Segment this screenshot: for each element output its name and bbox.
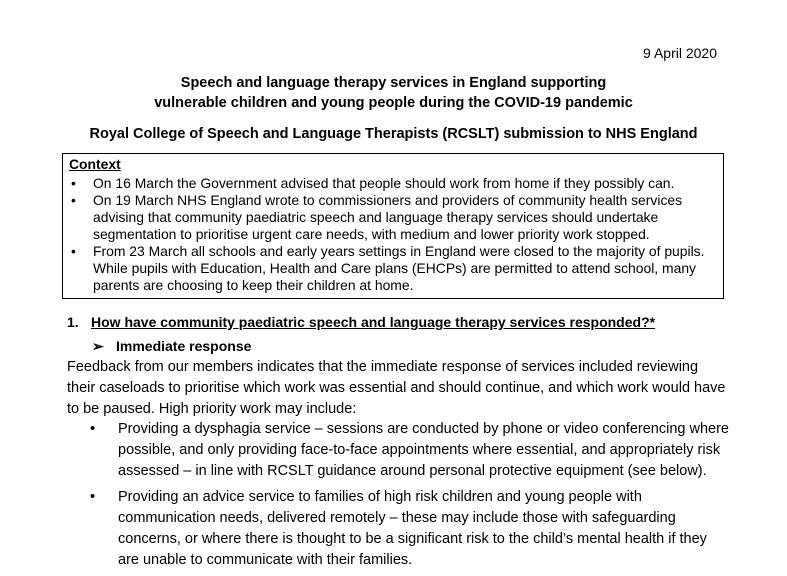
- context-item-text: On 16 March the Government advised that people should work from home if they possibly can.: [93, 175, 675, 191]
- bullet-icon: •: [90, 421, 96, 437]
- bullet-icon: •: [71, 175, 76, 191]
- document-title: [0, 73, 787, 113]
- feedback-paragraph: [67, 357, 727, 420]
- response-item: [90, 487, 730, 571]
- bullet-icon: •: [71, 243, 76, 259]
- context-heading: Context: [69, 156, 121, 172]
- bullet-icon: •: [90, 489, 96, 505]
- context-item-text: From 23 March all schools and early years settings in England were closed to the majority of pupils. While pupils with Education, Health and Care plans (EHCPs) are permitted to attend school, many parents are choosing to keep their children at home.: [93, 243, 705, 293]
- arrow-bullet-icon: ➢: [92, 338, 104, 354]
- context-item: [69, 175, 717, 192]
- title-line-1: Speech and language therapy services in England supporting: [180, 75, 607, 91]
- subheading-text: Immediate response: [116, 338, 252, 354]
- feedback-text: Feedback from our members indicates that the immediate response of services included reviewing their caseloads to prioritise which work was essential and should continue, and which work would have to be paused. High priority work may include:: [67, 359, 726, 417]
- context-list: [69, 175, 717, 294]
- immediate-response-heading: [92, 337, 251, 355]
- submission-subtitle: Royal College of Speech and Language Therapists (RCSLT) submission to NHS England: [89, 126, 698, 142]
- section-title: How have community paediatric speech and language therapy services responded?*: [91, 314, 656, 330]
- bullet-icon: •: [71, 192, 76, 208]
- context-item: [69, 243, 717, 294]
- response-item-text: Providing an advice service to families of high risk children and young people with communication needs, delivered remotely – these may include those with safeguarding concerns, or where there is thought to be a significant risk to the child’s mental health if they are unable to communicate with their families.: [118, 489, 707, 568]
- section-1-heading: [67, 313, 655, 331]
- context-item: [69, 192, 717, 243]
- response-item-text: Providing a dysphagia service – sessions are conducted by phone or video conferencing where possible, and only providing face-to-face appointments where essential, and appropriately risk assessed – in line with RCSLT guidance around personal protective equipment (see below).: [118, 421, 729, 479]
- context-item-text: On 19 March NHS England wrote to commissioners and providers of community health services advising that community paediatric speech and language therapy services should undertake segmentation to prioritise urgent care needs, with medium and lower priority work stopped.: [93, 192, 683, 242]
- section-number: 1.: [67, 314, 79, 330]
- context-box: [62, 153, 724, 299]
- response-list: [90, 419, 730, 576]
- response-item: [90, 419, 730, 482]
- title-line-2: vulnerable children and young people during the COVID-19 pandemic: [154, 95, 633, 111]
- document-date: 9 April 2020: [643, 45, 717, 61]
